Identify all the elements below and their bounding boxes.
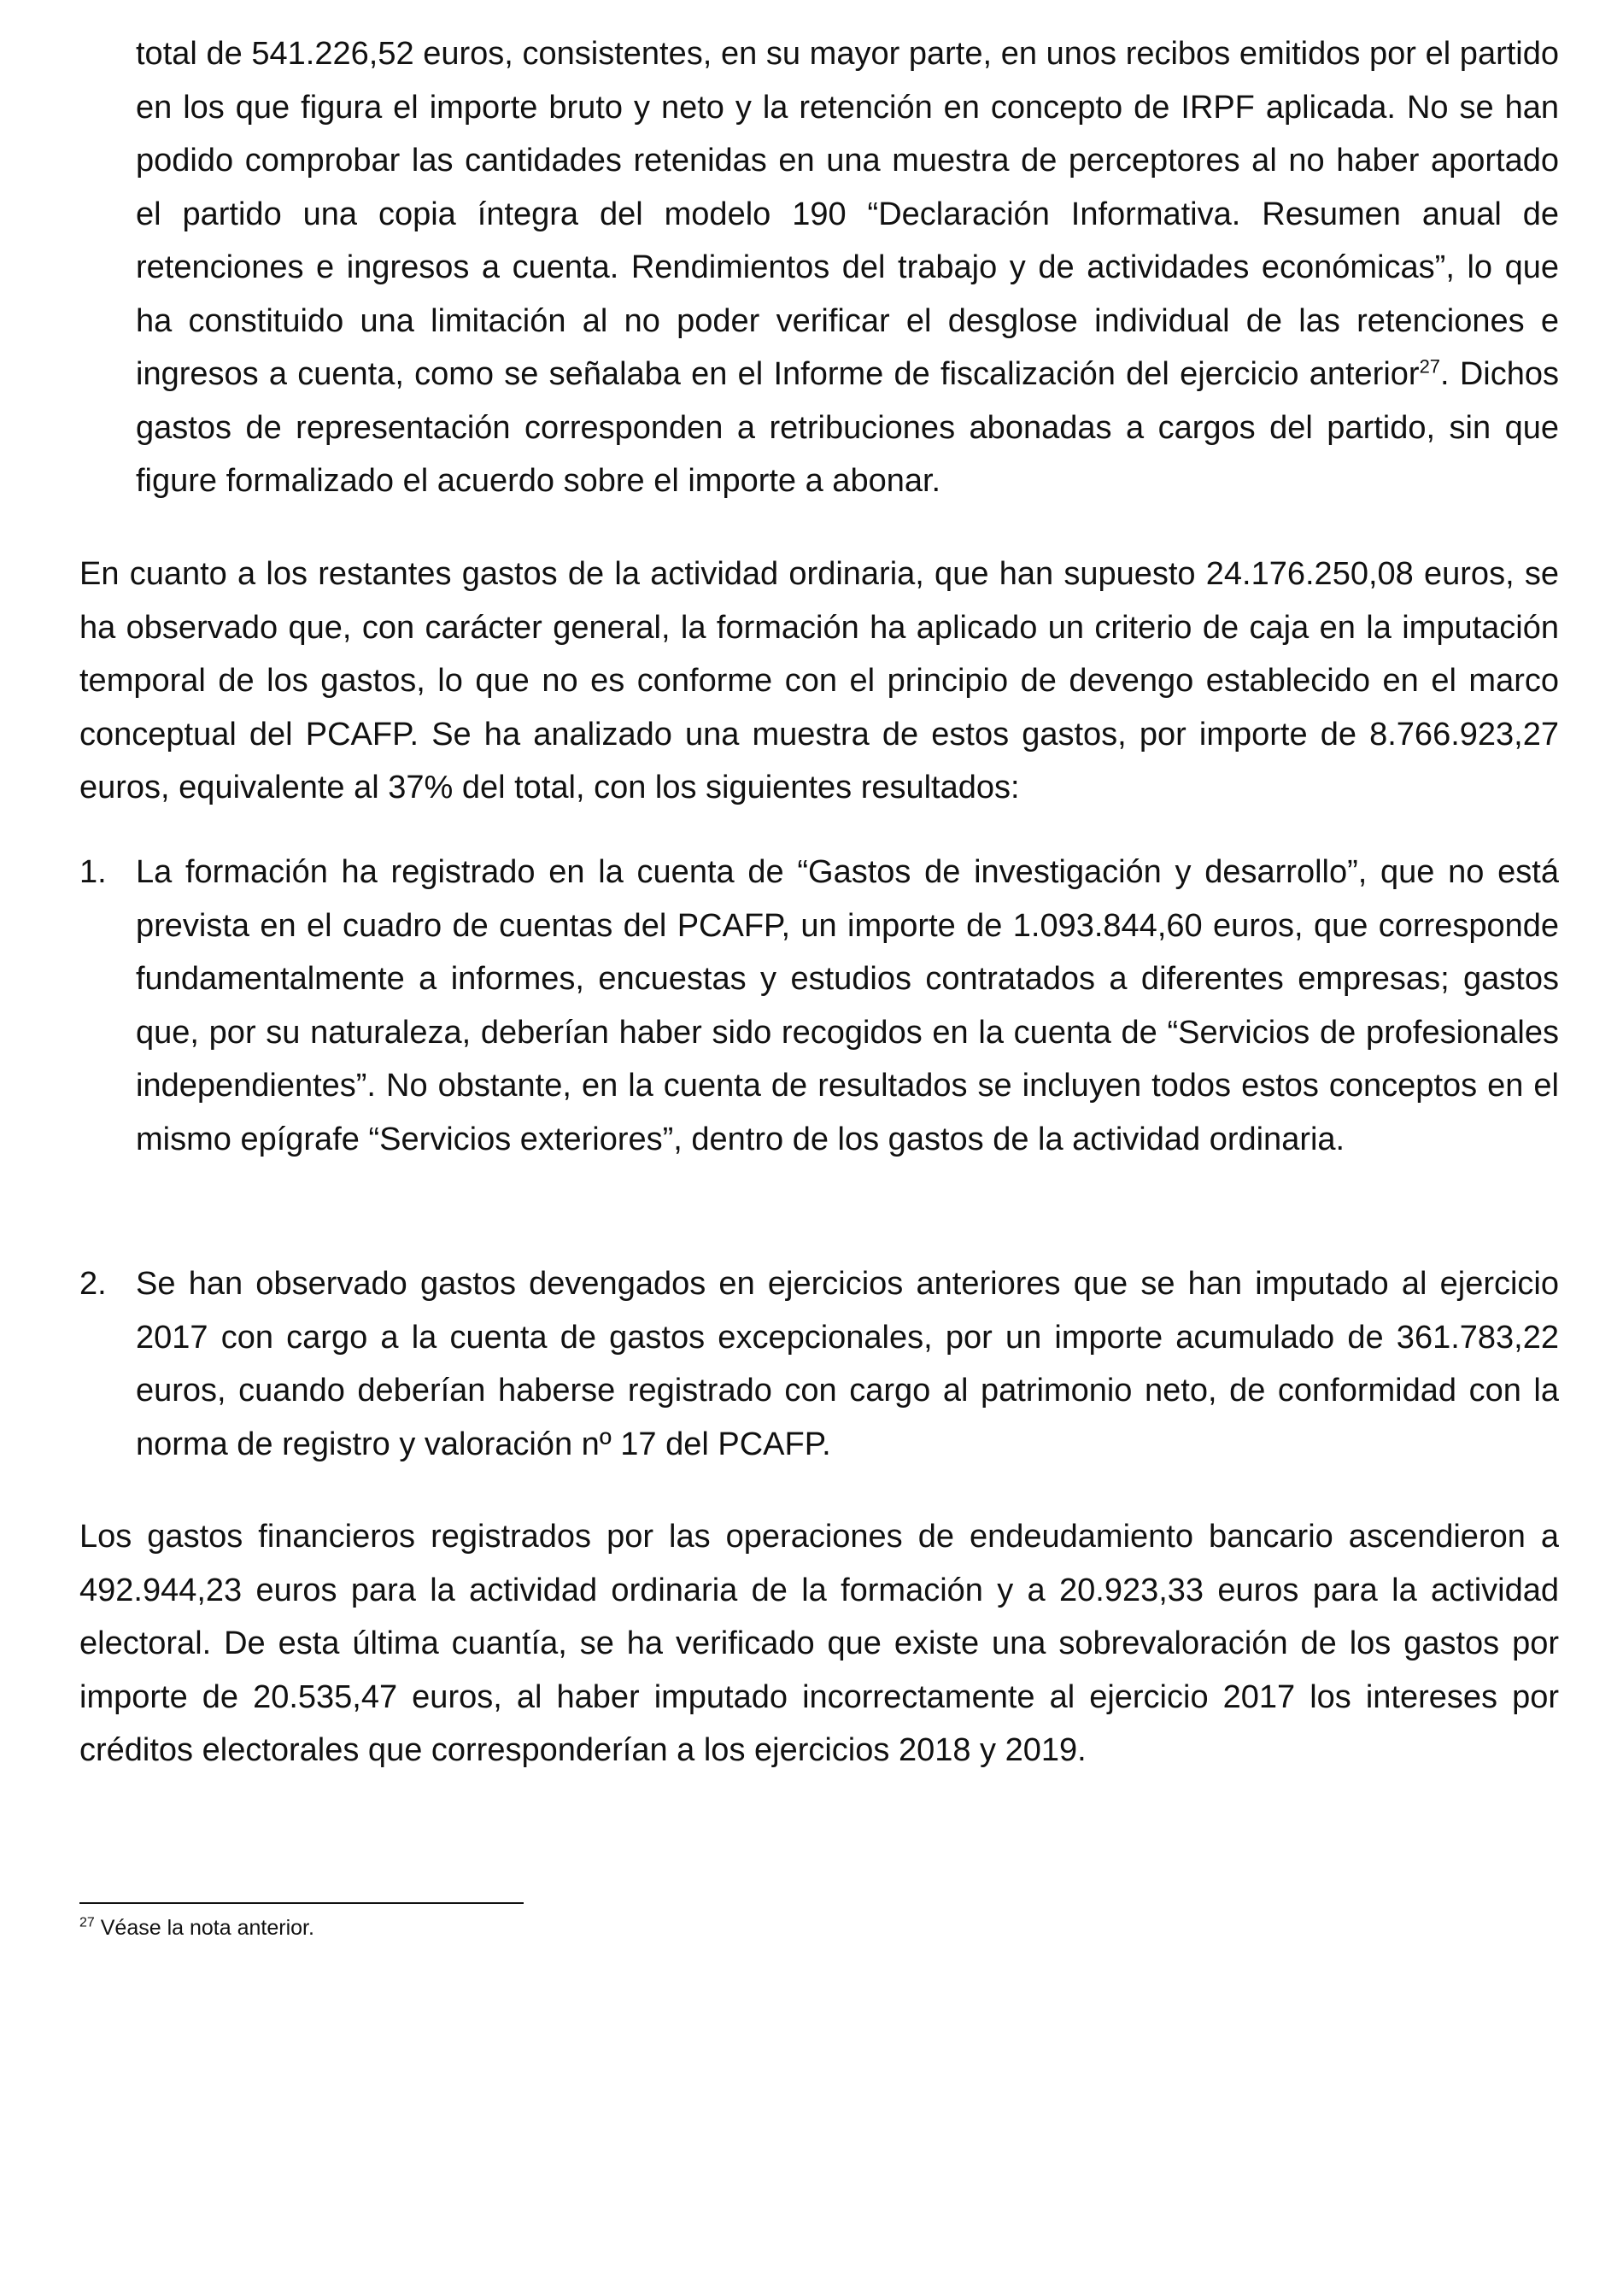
paragraph-text: . Dichos gastos de representación corresponden a retribuciones abonadas a cargos del partido, sin que figure formalizado el acuerdo sobre el importe a abonar. [136, 356, 1559, 499]
paragraph-continuation [136, 27, 1559, 508]
footnote [79, 1913, 314, 1942]
list-item-text: Se han observado gastos devengados en ejercicios anteriores que se han imputado al ejercicio 2017 con cargo a la cuenta de gastos excepcionales, por un importe acumulado de 361.783,22 euros, cuando deberían haberse registrado con cargo al patrimonio neto, de conformidad con la norma de registro y valoración nº 17 del PCAFP. [136, 1266, 1559, 1462]
list-item [79, 846, 1559, 1166]
footnote-separator [79, 1902, 524, 1904]
list-item-text: La formación ha registrado en la cuenta de “Gastos de investigación y desarrollo”, que no está prevista en el cuadro de cuentas del PCAFP, un importe de 1.093.844,60 euros, que corresponde fundamentalmente a informes, encuestas y estudios contratados a diferentes empresas; gastos que, por su naturaleza, deberían haber sido recogidos en la cuenta de “Servicios de profesionales independientes”. No obstante, en la cuenta de resultados se incluyen todos estos conceptos en el mismo epígrafe “Servicios exteriores”, dentro de los gastos de la actividad ordinaria. [136, 854, 1559, 1157]
paragraph-text: total de 541.226,52 euros, consistentes, en su mayor parte, en unos recibos emitidos por el partido en los que figura el importe bruto y neto y la retención en concepto de IRPF aplicada. No se han podido comprobar las cantidades retenidas en una muestra de perceptores al no haber aportado el partido una copia íntegra del modelo 190 “Declaración Informativa. Resumen anual de retenciones e ingresos a cuenta. Rendimientos del trabajo y de actividades económicas”, lo que ha constituido una limitación al no poder verificar el desglose individual de las retenciones e ingresos a cuenta, como se señalaba en el Informe de fiscalización del ejercicio anterior [136, 36, 1559, 392]
paragraph-restantes-gastos: En cuanto a los restantes gastos de la actividad ordinaria, que han supuesto 24.176.250,08 euros, se ha observado que, con carácter general, la formación ha aplicado un criterio de caja en la imputación temporal de los gastos, lo que no es conforme con el principio de devengo establecido en el marco conceptual del PCAFP. Se ha analizado una muestra de estos gastos, por importe de 8.766.923,27 euros, equivalente al 37% del total, con los siguientes resultados: [79, 556, 1559, 805]
list-item-number: 2. [79, 1266, 107, 1302]
list-item [79, 1257, 1559, 1471]
paragraph-gastos-financieros: Los gastos financieros registrados por las operaciones de endeudamiento bancario ascendieron a 492.944,23 euros para la actividad ordinaria de la formación y a 20.923,33 euros para la actividad electoral. De esta última cuantía, se ha verificado que existe una sobrevaloración de los gastos por importe de 20.535,47 euros, al haber imputado incorrectamente al ejercicio 2017 los intereses por créditos electorales que corresponderían a los ejercicios 2018 y 2019. [79, 1519, 1559, 1768]
footnote-text: Véase la nota anterior. [94, 1916, 314, 1940]
footnote-number: 27 [79, 1915, 95, 1930]
list-item-number: 1. [79, 854, 107, 890]
footnote-reference[interactable]: 27 [1419, 355, 1441, 378]
